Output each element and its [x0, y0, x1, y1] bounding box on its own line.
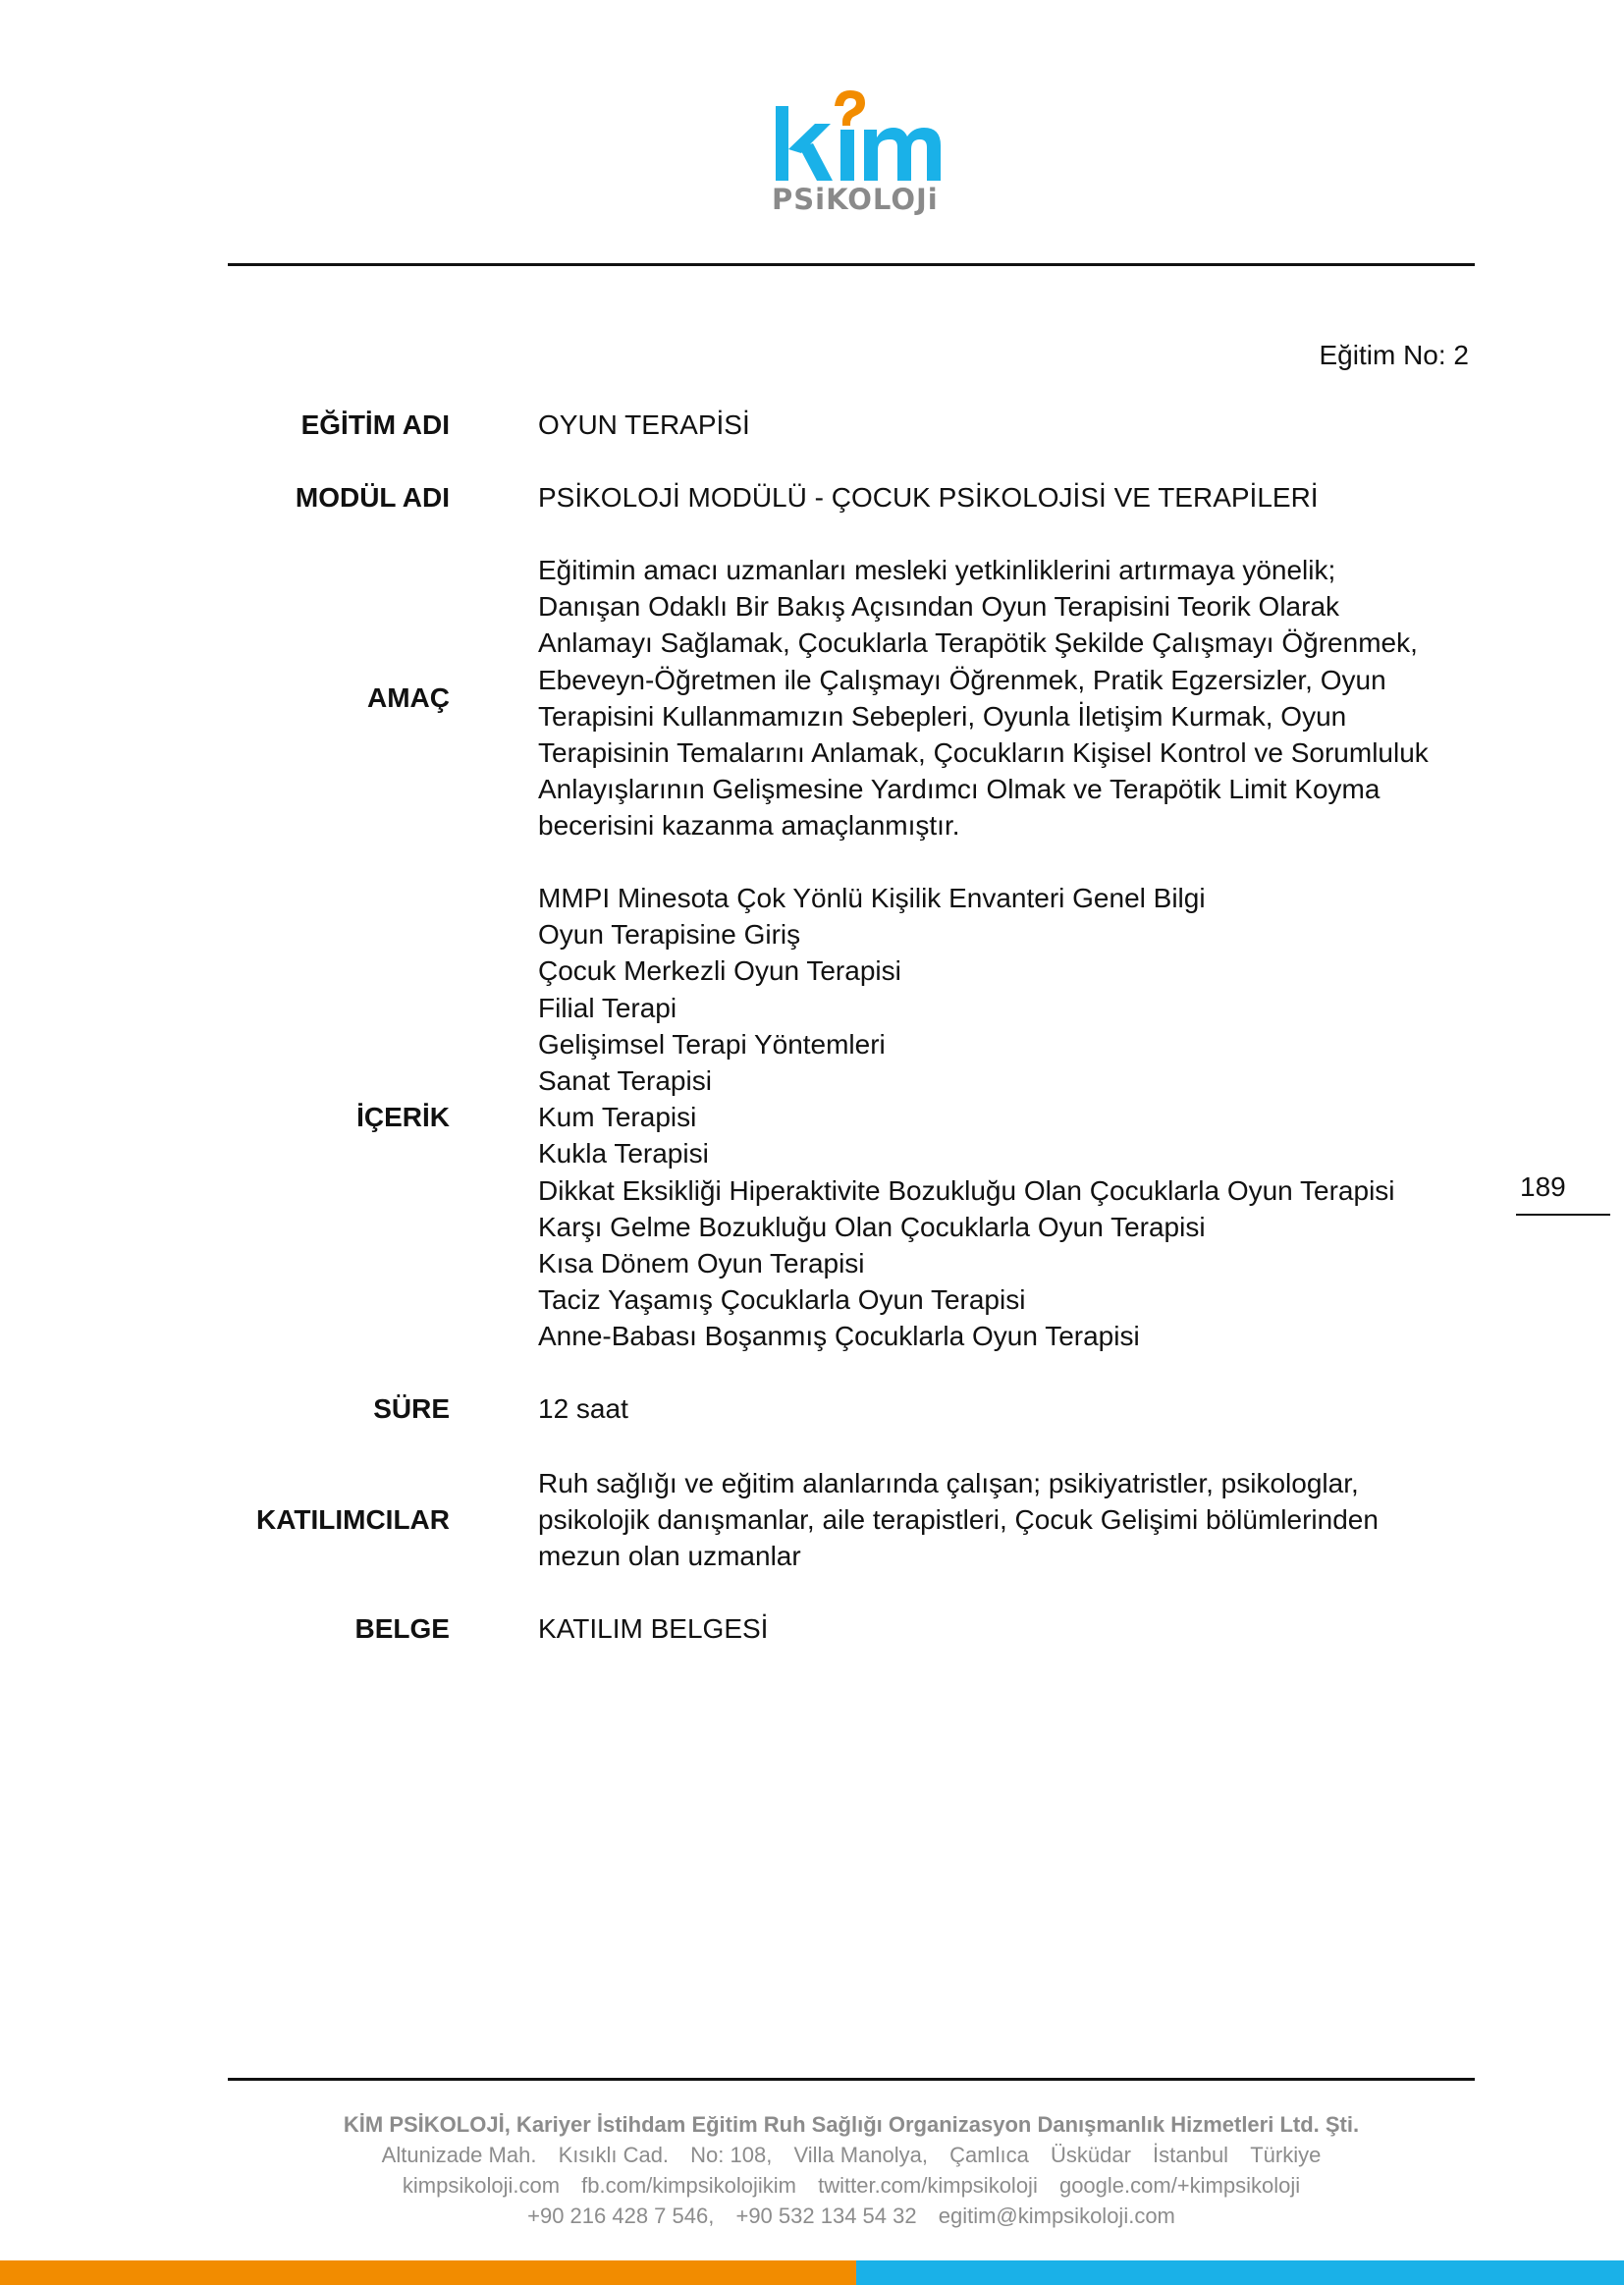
amac-line: Anlamayı Sağlamak, Çocuklarla Terapötik Şekilde Çalışmayı Öğrenmek,	[538, 627, 1418, 659]
label-modul-adi: MODÜL ADI	[295, 481, 450, 513]
page-number-underline	[1516, 1214, 1610, 1216]
footer-contact	[228, 2201, 1475, 2231]
katilimcilar-line: Ruh sağlığı ve eğitim alanlarında çalışan; psikiyatristler, psikologlar,	[538, 1468, 1359, 1498]
footer-bar-orange	[0, 2260, 856, 2285]
label-icerik: İÇERİK	[356, 1101, 450, 1132]
logo-subtitle: PSiKOLOJi	[772, 183, 939, 216]
footer-phone: +90 216 428 7 546,	[527, 2203, 715, 2228]
amac-line: Terapisini Kullanmamızın Sebepleri, Oyunla İletişim Kurmak, Oyun	[538, 700, 1347, 732]
icerik-item: Karşı Gelme Bozukluğu Olan Çocuklarla Oyun Terapisi	[538, 1211, 1206, 1242]
icerik-item: Kukla Terapisi	[538, 1138, 709, 1170]
value-sure: 12 saat	[538, 1393, 628, 1424]
icerik-item: Kısa Dönem Oyun Terapisi	[538, 1248, 865, 1279]
icerik-item: Gelişimsel Terapi Yöntemleri	[538, 1028, 886, 1060]
value-egitim-adi: OYUN TERAPİSİ	[538, 409, 750, 440]
label-belge: BELGE	[354, 1612, 450, 1644]
value-amac	[538, 552, 1475, 844]
footer-email-link[interactable]: egitim@kimpsikoloji.com	[938, 2203, 1175, 2228]
footer-mobile: +90 532 134 54 32	[735, 2203, 917, 2228]
icerik-item: Filial Terapi	[538, 992, 677, 1023]
footer-company	[228, 2109, 1475, 2140]
icerik-item: MMPI Minesota Çok Yönlü Kişilik Envanteri Genel Bilgi	[538, 883, 1206, 913]
header-divider	[228, 263, 1475, 266]
row-amac	[228, 552, 1475, 844]
icerik-item: Çocuk Merkezli Oyun Terapisi	[538, 955, 901, 987]
icerik-item: Anne-Babası Boşanmış Çocuklarla Oyun Terapisi	[538, 1321, 1140, 1352]
amac-line: Anlayışlarının Gelişmesine Yardımcı Olmak ve Terapötik Limit Koyma	[538, 774, 1380, 805]
footer-divider	[228, 2078, 1475, 2081]
page-number: 189	[1520, 1171, 1566, 1202]
amac-line: Ebeveyn-Öğretmen ile Çalışmayı Öğrenmek, Pratik Egzersizler, Oyun	[538, 664, 1386, 695]
brand-logo	[766, 88, 943, 226]
value-katilimcilar	[538, 1465, 1475, 1575]
amac-line: Eğitimin amacı uzmanları mesleki yetkinliklerini artırmaya yönelik;	[538, 555, 1336, 585]
amac-line: Terapisinin Temalarını Anlamak, Çocukların Kişisel Kontrol ve Sorumluluk	[538, 737, 1429, 769]
footer-address-part: No: 108,	[690, 2143, 773, 2167]
row-modul-adi	[228, 479, 1475, 516]
footer-company-desc: Kariyer İstihdam Eğitim Ruh Sağlığı Organizasyon Danışmanlık Hizmetleri Ltd. Şti.	[510, 2112, 1360, 2137]
footer-twitter-link[interactable]: twitter.com/kimpsikoloji	[818, 2173, 1038, 2198]
footer-address-part: Üsküdar	[1050, 2143, 1131, 2167]
footer-address-part: Villa Manolya,	[793, 2143, 929, 2167]
label-amac: AMAÇ	[367, 681, 450, 713]
label-katilimcilar: KATILIMCILAR	[256, 1503, 450, 1535]
row-sure	[228, 1390, 1475, 1427]
value-modul-adi: PSİKOLOJİ MODÜLÜ - ÇOCUK PSİKOLOJİSİ VE TERAPİLERİ	[538, 482, 1319, 513]
footer-company-name: KİM PSİKOLOJİ,	[343, 2112, 511, 2137]
footer-address-part: Çamlıca	[949, 2143, 1029, 2167]
row-egitim-adi	[228, 407, 1475, 443]
amac-line: becerisini kazanma amaçlanmıştır.	[538, 810, 960, 842]
footer-facebook-link[interactable]: fb.com/kimpsikolojikim	[581, 2173, 796, 2198]
footer-address-part: Altunizade Mah.	[381, 2143, 537, 2167]
training-number: Eğitim No: 2	[1319, 340, 1469, 370]
icerik-item: Sanat Terapisi	[538, 1065, 712, 1097]
label-sure: SÜRE	[373, 1392, 450, 1424]
value-belge: KATILIM BELGESİ	[538, 1613, 769, 1644]
icerik-item: Taciz Yaşamış Çocuklarla Oyun Terapisi	[538, 1284, 1026, 1316]
row-katilimcilar	[228, 1465, 1475, 1575]
footer-bar-blue	[856, 2260, 1624, 2285]
footer	[228, 2109, 1475, 2231]
footer-web-links	[228, 2170, 1475, 2201]
icerik-item: Oyun Terapisine Giriş	[538, 919, 801, 951]
katilimcilar-line: psikolojik danışmanlar, aile terapistleri, Çocuk Gelişimi bölümlerinden	[538, 1504, 1379, 1536]
footer-address-part: Kısıklı Cad.	[558, 2143, 670, 2167]
row-icerik	[228, 880, 1475, 1355]
footer-address-part: Türkiye	[1250, 2143, 1322, 2167]
label-egitim-adi: EĞİTİM ADI	[300, 408, 450, 440]
value-icerik	[538, 880, 1475, 1355]
amac-line: Danışan Odaklı Bir Bakış Açısından Oyun Terapisini Teorik Olarak	[538, 591, 1340, 623]
icerik-item: Kum Terapisi	[538, 1102, 697, 1133]
footer-address	[228, 2140, 1475, 2170]
icerik-item: Dikkat Eksikliği Hiperaktivite Bozukluğu Olan Çocuklarla Oyun Terapisi	[538, 1174, 1395, 1206]
footer-address-part: İstanbul	[1153, 2143, 1229, 2167]
kim-logo-mark	[772, 88, 945, 187]
footer-google-link[interactable]: google.com/+kimpsikoloji	[1058, 2173, 1301, 2198]
katilimcilar-line: mezun olan uzmanlar	[538, 1541, 801, 1572]
footer-website-link[interactable]: kimpsikoloji.com	[402, 2173, 561, 2198]
row-belge	[228, 1610, 1475, 1647]
